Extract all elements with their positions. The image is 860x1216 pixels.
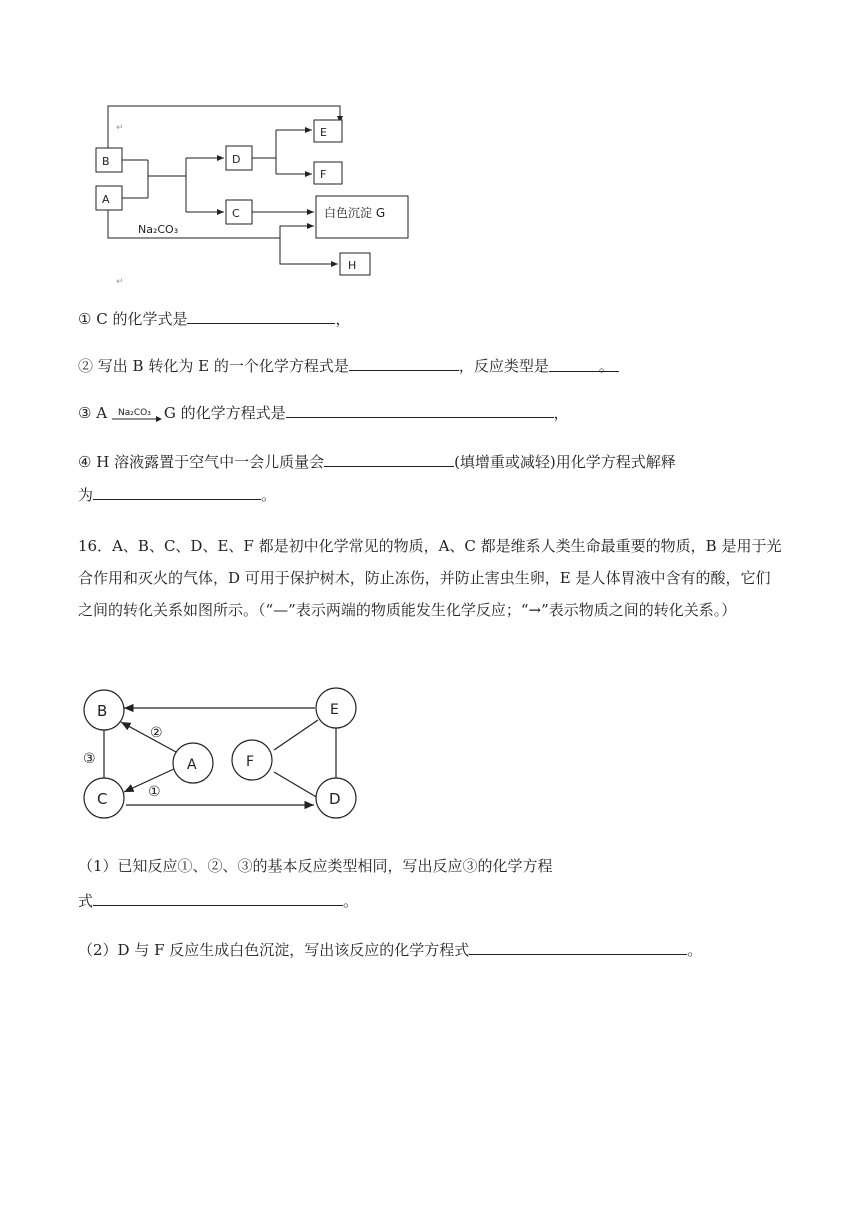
node-d-label: D xyxy=(329,790,341,808)
box-d-label: D xyxy=(232,153,241,166)
box-g-label: 白色沉淀 G xyxy=(324,206,386,220)
question-3-text: G 的化学方程式是 xyxy=(163,404,286,422)
box-f-label: F xyxy=(320,168,327,181)
line-f-e xyxy=(274,720,318,750)
sub-question-1-line1: （1）已知反应①、②、③的基本反应类型相同，写出反应③的化学方程 xyxy=(78,857,553,875)
question-2-tail: 。 xyxy=(598,357,614,375)
sub-question-2 xyxy=(78,939,702,960)
question-1-tail: ， xyxy=(335,310,351,328)
arrow-b-to-e xyxy=(108,106,340,148)
arrow-to-h xyxy=(280,238,338,264)
answer-blank-1[interactable] xyxy=(187,308,335,324)
node-f-label: F xyxy=(246,754,255,770)
arrow-to-g-bottom xyxy=(280,226,314,238)
box-a-label: A xyxy=(102,193,110,206)
question-3 xyxy=(78,402,569,423)
answer-blank-3[interactable] xyxy=(286,402,554,418)
return-mark-1: ↵ xyxy=(116,123,124,133)
question-4 xyxy=(78,451,676,472)
box-c-label: C xyxy=(232,207,240,220)
box-h-label: H xyxy=(348,259,357,272)
question-3-tail: ， xyxy=(553,404,569,422)
sub-question-1-line2-text: 式 xyxy=(78,892,94,910)
question-2-mid: ，反应类型是 xyxy=(458,357,549,375)
connector-a-down xyxy=(108,210,280,238)
na2co3-label: Na₂CO₃ xyxy=(138,223,179,236)
node-e-label: E xyxy=(330,702,339,718)
answer-blank-4[interactable] xyxy=(324,451,454,467)
answer-blank-4b[interactable] xyxy=(93,484,261,500)
question-4-hint: (填增重或减轻)用化学方程式解释 xyxy=(454,453,676,471)
sub-question-1 xyxy=(78,856,553,876)
question-2 xyxy=(78,355,619,376)
node-c-label: C xyxy=(97,790,108,808)
question-1-text: ① C 的化学式是 xyxy=(78,310,188,328)
question-4-tail: 。 xyxy=(261,486,277,504)
question-4-line2 xyxy=(78,484,276,505)
sub-question-2-tail: 。 xyxy=(687,941,703,959)
label-reaction-1: ① xyxy=(148,784,161,800)
return-mark-2: ↵ xyxy=(116,277,124,287)
question-1 xyxy=(78,308,350,329)
answer-blank-2b[interactable] xyxy=(549,356,619,375)
node-a-label: A xyxy=(187,757,197,773)
reaction-arrow xyxy=(112,405,164,423)
node-b-label: B xyxy=(97,702,108,720)
flow-diagram-1 xyxy=(88,96,428,296)
box-e-label: E xyxy=(320,126,327,139)
box-f xyxy=(314,162,342,184)
answer-blank-s1[interactable] xyxy=(93,890,343,906)
line-f-d xyxy=(274,772,318,798)
arrow-a-to-b xyxy=(121,722,176,752)
problem-16-text: 16．A、B、C、D、E、F 都是初中化学常见的物质，A、C 都是维系人类生命最重要的物质，B 是用于光合作用和灭火的气体，D 可用于保护树木，防止冻伤，并防止害虫生卵，E 是人体胃液中含有的酸，它们之间的转化关系如图所示。（“—”表示两端的物质能发生化学反应；“→”表示物质之间的转化关系。） xyxy=(78,537,782,619)
answer-blank-2[interactable] xyxy=(349,355,459,371)
relation-diagram-2 xyxy=(78,680,378,825)
box-b-label: B xyxy=(102,155,110,168)
label-reaction-3: ③ xyxy=(83,751,96,767)
question-4-text: ④ H 溶液露置于空气中一会儿质量会 xyxy=(78,453,325,471)
question-3-prefix: ③ A xyxy=(78,404,108,422)
question-4-line2-text: 为 xyxy=(78,486,94,504)
reaction-arrow-label: Na₂CO₃ xyxy=(117,408,151,418)
label-reaction-2: ② xyxy=(150,725,163,741)
sub-question-1-tail: 。 xyxy=(343,892,359,910)
box-e xyxy=(314,120,342,142)
answer-blank-s2[interactable] xyxy=(469,939,687,955)
sub-question-1-line2 xyxy=(78,890,358,911)
question-2-text: ② 写出 B 转化为 E 的一个化学方程式是 xyxy=(78,357,349,375)
sub-question-2-text: （2）D 与 F 反应生成白色沉淀，写出该反应的化学方程式 xyxy=(78,941,470,959)
